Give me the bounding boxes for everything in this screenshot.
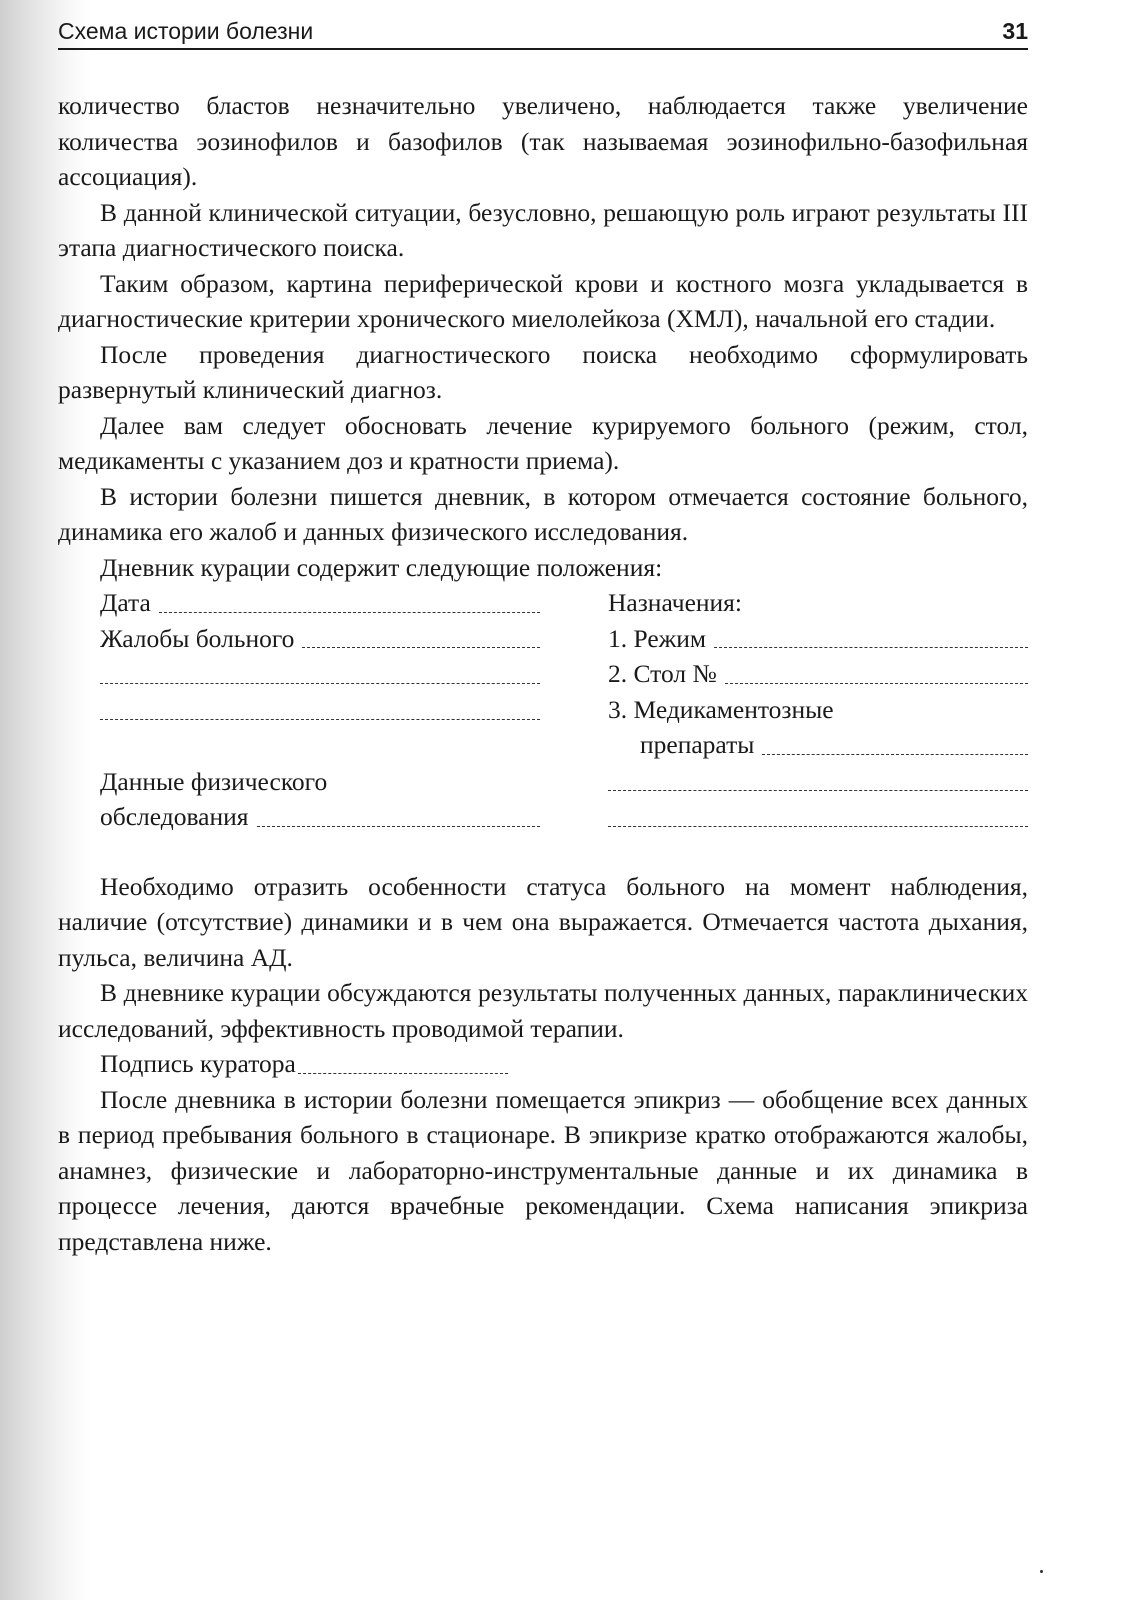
regime-blank-line [714, 647, 1028, 648]
paragraph: Дневник курации содержит следующие положения: [100, 552, 663, 582]
book-page [58, 0, 1028, 1600]
date-label: Дата [100, 588, 151, 617]
diet-blank-line [725, 683, 1028, 684]
form-left-column [100, 585, 540, 835]
regime-row [608, 621, 1028, 657]
blank-line [100, 719, 540, 720]
curator-signature-row [58, 1046, 1028, 1082]
drugs-blank-line [762, 754, 1028, 755]
blank-line [608, 826, 1028, 827]
paragraph: После проведения диагностического поиска необходимо сформулировать развернутый клинический диагноз. [58, 339, 1028, 404]
date-row [100, 585, 540, 621]
exam-blank-line [257, 826, 540, 827]
drugs-label-2: препараты [640, 730, 755, 759]
body-text [58, 88, 1028, 1259]
blank-row [608, 799, 1028, 835]
blank-line [100, 683, 540, 684]
drugs-row-1 [608, 692, 1028, 728]
paragraph: Необходимо отразить особенности статуса больного на момент наблюдения, наличие (отсутствие) динамики и в чем она выражается. Отмечается частота дыхания, пульса, величина АД. [58, 871, 1028, 972]
running-header [58, 18, 1028, 50]
complaints-row [100, 621, 540, 657]
paragraph: После дневника в истории болезни помещается эпикриз — обобщение всех данных в период пребывания больного в стационаре. В эпикризе кратко отображаются жалобы, анамнез, физические и лабораторно-инструментальные данные и их динамика в процессе лечения, даются врачебные рекомендации. Схема написания эпикриза представлена ниже. [58, 1084, 1028, 1256]
paragraph: Далее вам следует обосновать лечение курируемого больного (режим, стол, медикаменты с указанием доз и кратности приема). [58, 410, 1028, 475]
paragraph: Таким образом, картина периферической крови и костного мозга укладывается в диагностические критерии хронического миелолейкоза (ХМЛ), начальной его стадии. [58, 268, 1028, 333]
blank-line [608, 790, 1028, 791]
blank-row [100, 656, 540, 692]
page-number: 31 [1002, 18, 1028, 44]
complaints-label: Жалобы больного [100, 623, 295, 653]
curator-signature-label: Подпись куратора [100, 1049, 296, 1078]
prescriptions-label: Назначения: [608, 588, 742, 617]
curation-diary-form [58, 585, 1028, 835]
paragraph: В дневнике курации обсуждаются результаты полученных данных, параклинических исследований, эффективность проводимой терапии. [58, 978, 1028, 1043]
form-right-column [608, 585, 1028, 835]
complaints-blank-line [302, 647, 540, 648]
signature-blank-line [298, 1073, 508, 1074]
date-blank-line [159, 612, 540, 613]
exam-label-1: Данные физического [100, 766, 328, 796]
diet-label: 2. Стол № [608, 659, 717, 688]
exam-row-2 [100, 799, 540, 835]
prescriptions-row [608, 585, 1028, 621]
paragraph-continuation: количество бластов незначительно увеличено, наблюдается также увеличение количества эозинофилов и базофилов (так называемая эозинофильно-базофильная ассоциация). [58, 91, 1028, 191]
blank-row [608, 763, 1028, 799]
paragraph: В данной клинической ситуации, безусловно, решающую роль играют результаты III этапа диагностического поиска. [58, 197, 1028, 262]
running-header-title: Схема истории болезни [58, 18, 314, 44]
regime-label: 1. Режим [608, 623, 707, 653]
exam-label-2: обследования [100, 802, 249, 831]
paragraph: В истории болезни пишется дневник, в котором отмечается состояние больного, динамика его жалоб и данных физического исследования. [58, 481, 1028, 546]
scan-speck [1040, 1570, 1043, 1573]
drugs-row-2 [608, 727, 1028, 763]
diet-row [608, 656, 1028, 692]
exam-row-1 [100, 764, 540, 800]
drugs-label-1: 3. Медикаментозные [608, 694, 834, 724]
blank-row [100, 692, 540, 728]
